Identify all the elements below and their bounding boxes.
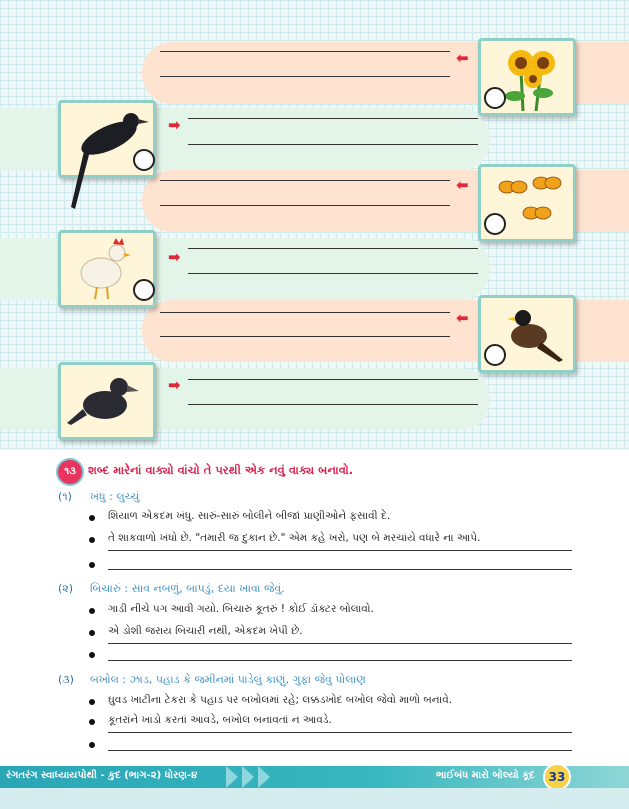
arrow-right-icon: ➡ — [168, 116, 181, 134]
item-word: ખંધુ : લુચ્ચું — [90, 490, 140, 503]
answer-line[interactable] — [108, 732, 572, 733]
answer-line[interactable] — [108, 550, 572, 551]
raven-icon — [61, 365, 153, 437]
bullet — [89, 515, 95, 521]
writing-line[interactable] — [160, 336, 450, 337]
writing-line[interactable] — [188, 404, 478, 405]
example-sentence: ઘુવડ ખાટીના ટેકરા કે પહાડ પર બખોલમાં રહે; લક્કડખોદ બખોલ જેવો માળો બનાવે. — [108, 694, 453, 706]
writing-line[interactable] — [160, 51, 450, 52]
myna-picture — [478, 295, 576, 373]
bullet — [89, 652, 95, 658]
item-number: (૧) — [58, 490, 72, 503]
hen-picture — [58, 230, 156, 308]
example-sentence: ગાડી નીચે પગ આવી ગયો. બિચારું કૂતરું ! કોઈ ડૉક્ટર બોલાવો. — [108, 603, 374, 615]
butterflies-picture — [478, 164, 576, 242]
writing-line[interactable] — [160, 205, 450, 206]
arrow-right-icon: ➡ — [168, 248, 181, 266]
arrow-left-icon: ⬅ — [456, 309, 469, 327]
answer-circle[interactable] — [484, 87, 506, 109]
page-number: 33 — [543, 763, 571, 791]
answer-circle[interactable] — [133, 149, 155, 171]
exercise-instruction: શબ્દ મારેનાં વાક્યો વાંચો તે પરથી એક નવું વાક્ય બનાવો. — [88, 463, 354, 477]
writing-line[interactable] — [188, 273, 478, 274]
bullet — [89, 562, 95, 568]
chevron-right-icon — [242, 766, 254, 788]
item-word: બિચારું : સાવ નબળું, બાપડું, દયા ખાવા જેવું. — [90, 582, 285, 595]
example-sentence: એ ડોશી જરાય બિચારી નથી, એકદમ ખેપી છે. — [108, 625, 303, 637]
answer-circle[interactable] — [484, 344, 506, 366]
exercise-number-badge: ૧૩ — [58, 460, 82, 484]
bullet — [89, 630, 95, 636]
answer-line[interactable] — [108, 569, 572, 570]
item-word: બખોલ : ઝાડ, પહાડ કે જમીનમાં પાડેલું કાણું, ગુફા જેવું પોલાણ — [90, 673, 366, 686]
answer-circle[interactable] — [484, 213, 506, 235]
example-sentence: શિયાળ એકદમ ખંધુ. સારું-સારું બોલીને બીજાં પ્રાણીઓને ફસાવી દે. — [108, 510, 391, 522]
bullet — [89, 719, 95, 725]
raven-picture — [58, 362, 156, 440]
answer-circle[interactable] — [133, 279, 155, 301]
arrow-right-icon: ➡ — [168, 376, 181, 394]
example-sentence: તે શાકવાળો ખંધો છે. "તમારી જ દુકાન છે." એમ કહે ખરો, પણ બે મરચાંયે વધારે ના આપે. — [108, 532, 481, 544]
arrow-left-icon: ⬅ — [456, 176, 469, 194]
crow-picture — [58, 100, 156, 178]
item-number: (૨) — [58, 582, 74, 595]
answer-line[interactable] — [108, 660, 572, 661]
sunflower-picture — [478, 38, 576, 116]
answer-line[interactable] — [108, 750, 572, 751]
footer-book-title: રંગતરંગ સ્વાધ્યાયપોથી - કુદ (ભાગ-૨) ધોરણ-૪ — [6, 770, 198, 781]
bullet — [89, 537, 95, 543]
bullet — [89, 742, 95, 748]
writing-line[interactable] — [188, 118, 478, 119]
bullet — [89, 699, 95, 705]
writing-line[interactable] — [160, 312, 450, 313]
example-sentence: કૂતરાંને ખાડો કરતાં આવડે, બખોલ બનાવતાં ન આવડે. — [108, 714, 332, 726]
chevron-right-icon — [226, 766, 238, 788]
footer-chapter-title: ભાઈબંધ મારો બોલ્યો કૂદ — [436, 770, 535, 781]
writing-line[interactable] — [160, 76, 450, 77]
arrow-left-icon: ⬅ — [456, 49, 469, 67]
footer-band — [0, 788, 629, 809]
item-number: (૩) — [58, 673, 74, 686]
bullet — [89, 608, 95, 614]
answer-line[interactable] — [108, 643, 572, 644]
chevron-right-icon — [258, 766, 270, 788]
writing-line[interactable] — [188, 379, 478, 380]
writing-line[interactable] — [160, 180, 450, 181]
writing-line[interactable] — [188, 248, 478, 249]
writing-line[interactable] — [188, 144, 478, 145]
